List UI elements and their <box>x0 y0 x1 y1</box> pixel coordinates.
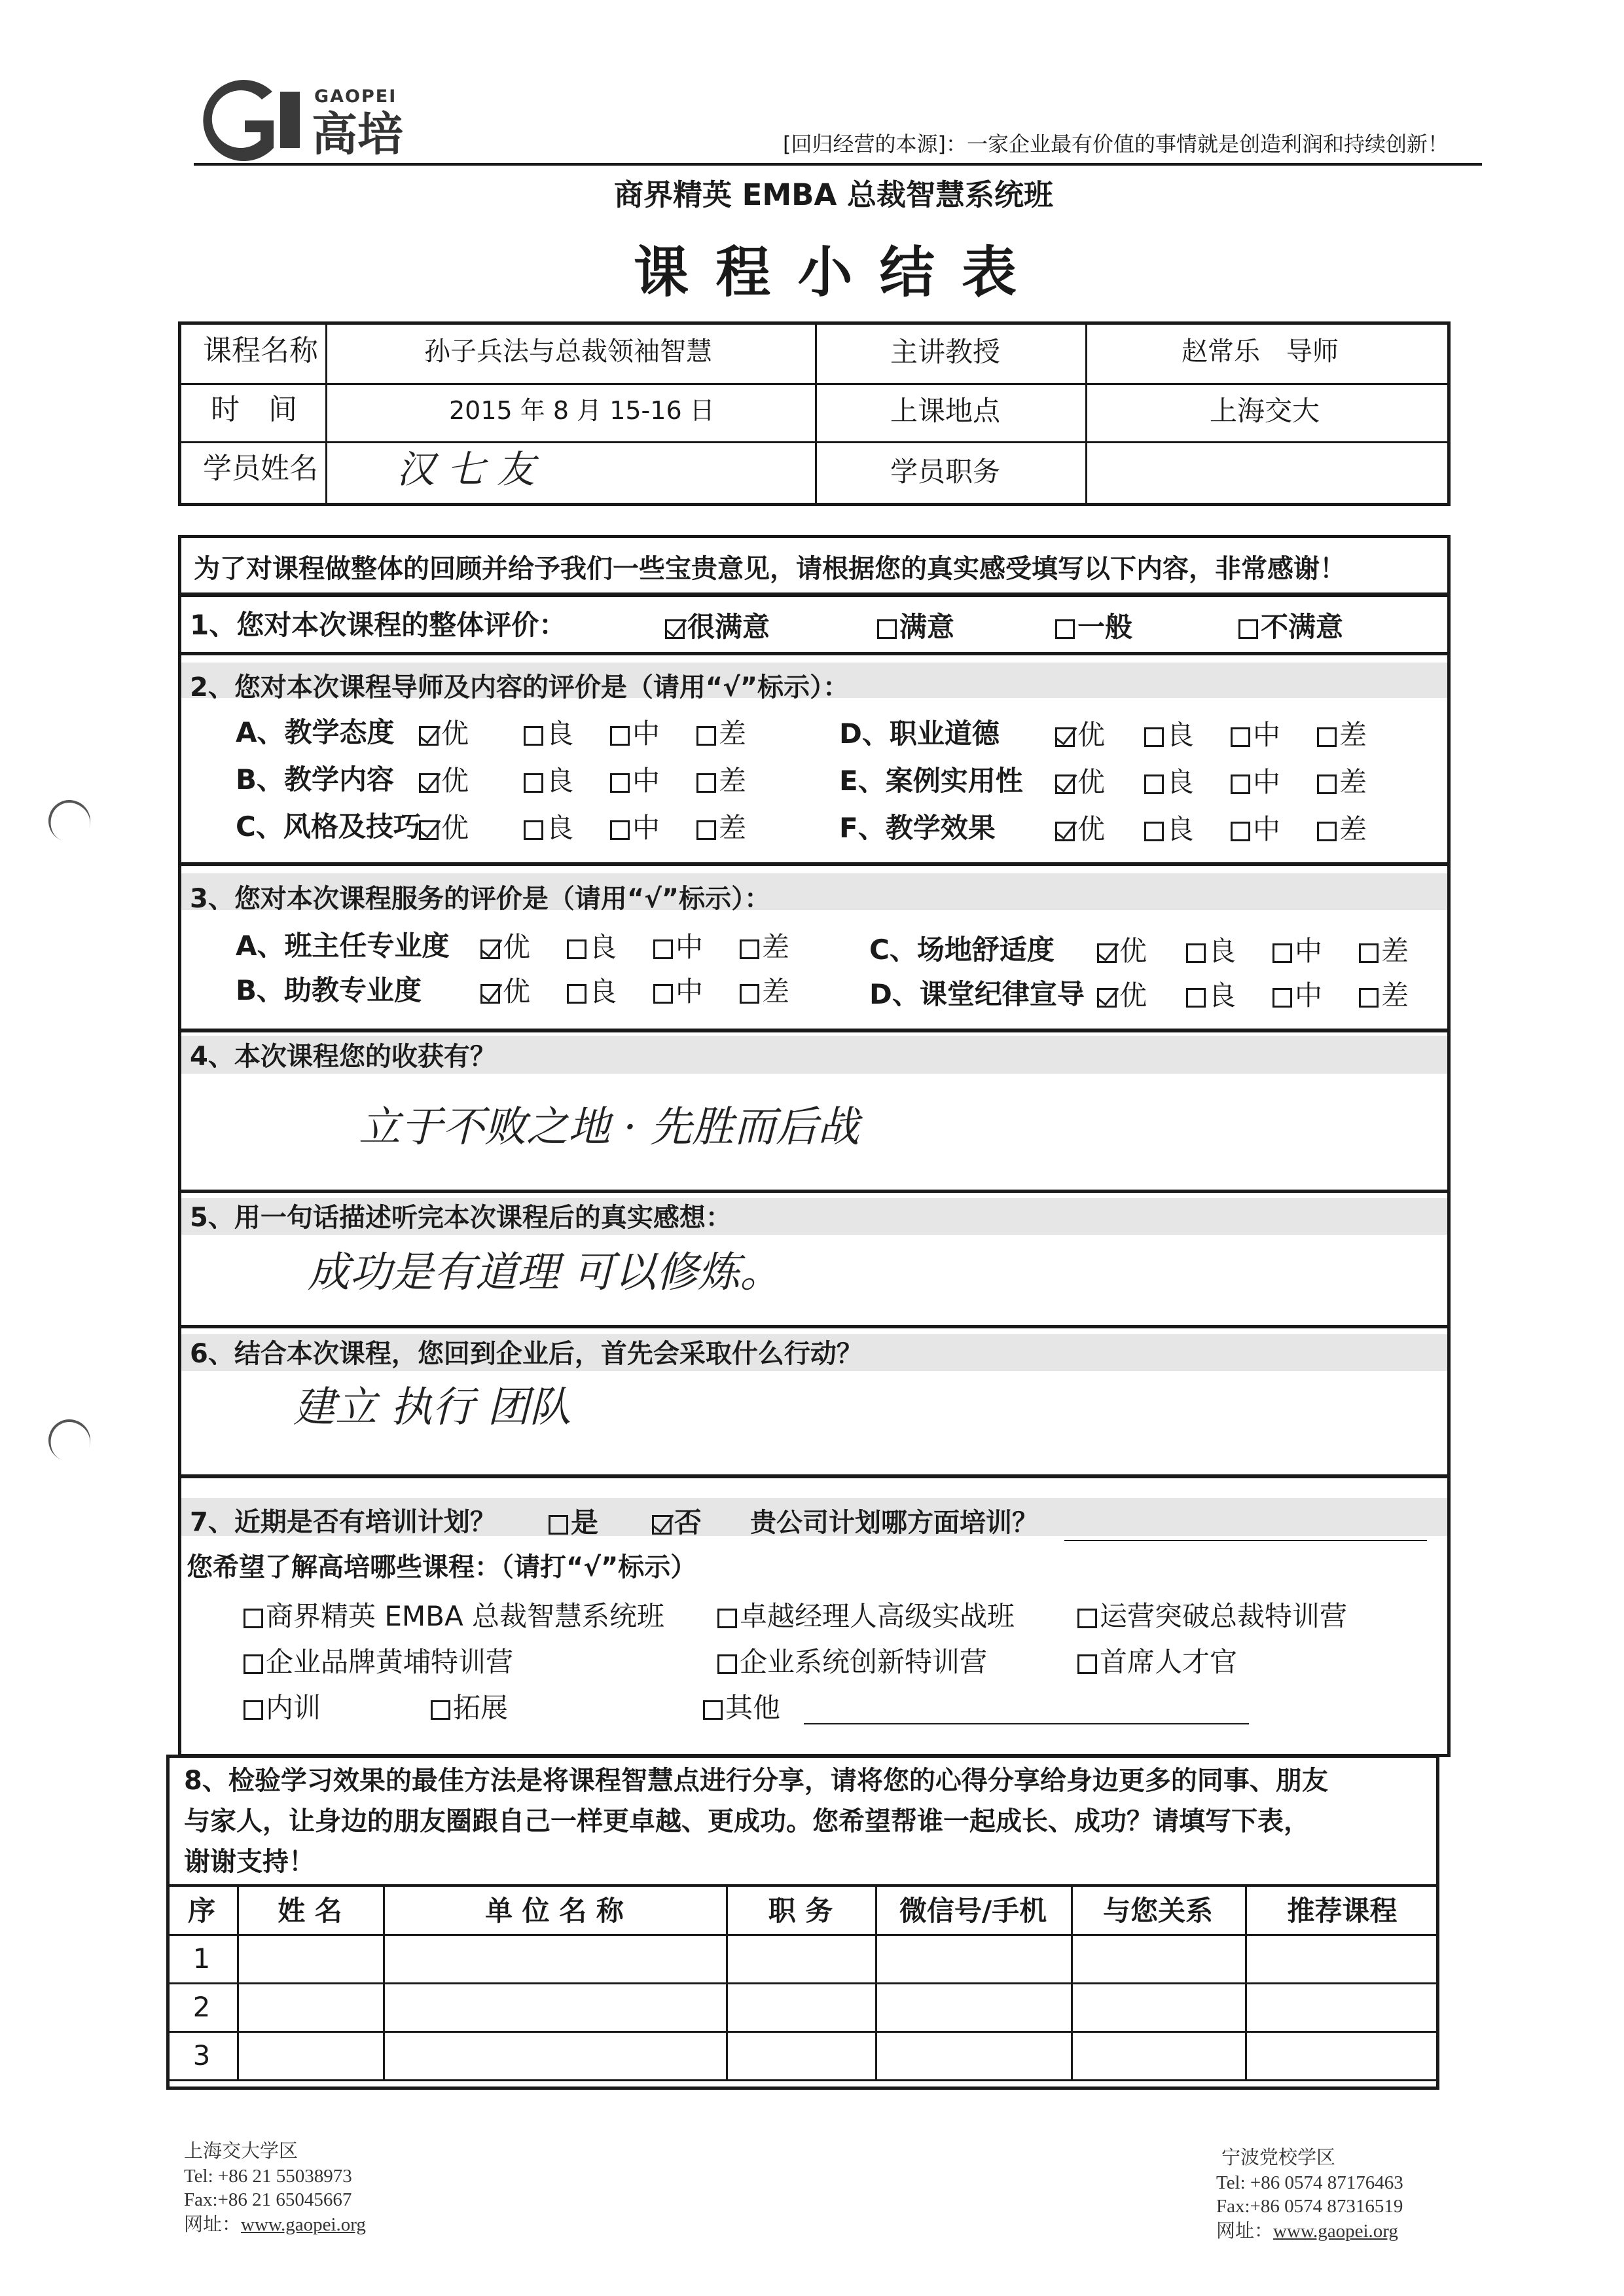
table-input-cell[interactable] <box>875 1934 1071 1982</box>
checkbox[interactable] <box>740 939 759 959</box>
q2-grade-option[interactable]: 优 <box>1055 721 1105 749</box>
q3-row-label: D、课堂纪律宣导 <box>869 978 1085 1010</box>
course-option-inhouse[interactable]: 内训 <box>244 1694 321 1722</box>
checkbox[interactable] <box>696 820 716 840</box>
q7-plan-label: 贵公司计划哪方面培训？ <box>750 1508 1038 1538</box>
table-input-cell[interactable] <box>1245 1934 1439 1982</box>
q3-grade-option[interactable]: 中 <box>653 934 703 961</box>
table-input-cell[interactable] <box>383 1982 726 2031</box>
q1-option-very-satisfied[interactable]: 很满意 <box>665 613 770 641</box>
footer-right-campus: 宁波党校学区 <box>1221 2147 1336 2168</box>
checkbox-checked[interactable] <box>419 726 439 746</box>
page-title: 课 程 小 结 表 <box>634 240 1020 304</box>
q2-grade-option[interactable]: 良 <box>524 720 573 748</box>
q2-grade-option[interactable]: 差 <box>696 720 746 748</box>
table-header-cell: 职 务 <box>768 1895 833 1927</box>
q2-grade-option[interactable]: 中 <box>1231 816 1280 843</box>
table-row-number: 1 <box>192 1942 211 1975</box>
table-input-cell[interactable] <box>875 1982 1071 2031</box>
course-option-operations[interactable]: 运营突破总裁特训营 <box>1077 1603 1347 1630</box>
q3-row-label: C、场地舒适度 <box>869 934 1055 966</box>
q6-answer-handwritten: 建立 执行 团队 <box>293 1383 571 1432</box>
q2-grade-option[interactable]: 中 <box>610 767 660 795</box>
program-name: 商界精英 EMBA 总裁智慧系统班 <box>614 177 1053 212</box>
course-option-outward[interactable]: 拓展 <box>431 1694 508 1722</box>
q2-row-label: B、教学内容 <box>236 763 395 795</box>
table-header-cell: 序 <box>187 1895 215 1927</box>
professor-label: 主讲教授 <box>890 336 1001 368</box>
course-option-emba[interactable]: 商界精英 EMBA 总裁智慧系统班 <box>244 1603 664 1630</box>
footer-left-campus: 上海交大学区 <box>184 2141 298 2162</box>
course-option-innovation[interactable]: 企业系统创新特训营 <box>717 1649 987 1676</box>
q2-grade-option[interactable]: 良 <box>1144 721 1194 749</box>
logo-english: GAOPEI <box>314 86 397 107</box>
q3-grade-option[interactable]: 良 <box>567 934 617 961</box>
q8-text-2: 与家人，让身边的朋友圈跟自己一样更卓越、更成功。您希望帮谁一起成长、成功？请填写下表， <box>184 1806 1310 1836</box>
q3-grade-option[interactable]: 良 <box>1186 982 1236 1010</box>
checkbox[interactable] <box>1144 822 1164 841</box>
student-position-label: 学员职务 <box>890 456 1001 488</box>
q3-grade-option[interactable]: 差 <box>1359 982 1409 1010</box>
checkbox[interactable] <box>653 939 673 959</box>
intro-text: 为了对课程做整体的回顾并给予我们一些宝贵意见，请根据您的真实感受填写以下内容，非常感谢！ <box>194 554 1346 584</box>
checkbox[interactable] <box>567 939 586 959</box>
footer-left-fax: Fax:+86 21 65045667 <box>184 2189 352 2210</box>
time-label: 时 间 <box>211 393 297 426</box>
q3-grade-option[interactable]: 优 <box>1097 982 1147 1010</box>
q1-option-unsatisfied[interactable]: 不满意 <box>1238 613 1343 641</box>
checkbox-checked[interactable] <box>419 773 439 793</box>
gaopei-logo <box>190 77 419 164</box>
q7-option-yes[interactable]: 是 <box>549 1509 598 1537</box>
q6-label: 6、结合本次课程，您回到企业后，首先会采取什么行动？ <box>190 1339 863 1369</box>
checkbox[interactable] <box>1186 988 1206 1008</box>
checkbox[interactable] <box>1272 943 1292 963</box>
q2-grade-option[interactable]: 优 <box>1055 816 1105 843</box>
table-input-cell[interactable] <box>1071 2031 1245 2079</box>
q4-label: 4、本次课程您的收获有？ <box>190 1042 496 1072</box>
student-name-handwritten: 汉 七 友 <box>397 447 535 492</box>
q2-grade-option[interactable]: 良 <box>1144 769 1194 796</box>
q3-grade-option[interactable]: 优 <box>480 978 530 1006</box>
checkbox[interactable] <box>524 726 543 746</box>
q4-answer-handwritten: 立于不败之地 · 先胜而后战 <box>359 1103 860 1152</box>
q3-label: 3、您对本次课程服务的评价是（请用“√”标示）： <box>190 884 771 914</box>
table-header-cell: 与您关系 <box>1102 1895 1213 1927</box>
q2-grade-option[interactable]: 良 <box>1144 816 1194 843</box>
course-option-manager[interactable]: 卓越经理人高级实战班 <box>717 1603 1015 1630</box>
q2-grade-option[interactable]: 中 <box>610 720 660 748</box>
q3-row-label: A、班主任专业度 <box>236 930 450 962</box>
checkbox[interactable] <box>1231 727 1250 747</box>
footer-left-tel: Tel: +86 21 55038973 <box>184 2166 352 2187</box>
logo-chinese: 高培 <box>312 107 403 161</box>
table-row-number: 2 <box>192 1990 211 2023</box>
q2-row-label: E、案例实用性 <box>839 765 1023 797</box>
checkbox-checked[interactable] <box>1055 727 1075 747</box>
footer-left-web-link[interactable]: www.gaopei.org <box>241 2214 366 2235</box>
q2-grade-option[interactable]: 良 <box>524 767 573 795</box>
logo-mark-icon <box>190 77 308 164</box>
q2-row-label: C、风格及技巧 <box>236 811 421 843</box>
footer-right-web-link[interactable]: www.gaopei.org <box>1273 2221 1398 2242</box>
checkbox-checked[interactable] <box>1097 988 1117 1008</box>
table-input-cell[interactable] <box>1245 1982 1439 2031</box>
checkbox[interactable] <box>740 984 759 1004</box>
q5-label: 5、用一句话描述听完本次课程后的真实感想： <box>190 1203 732 1233</box>
q7-wish-label: 您希望了解高培哪些课程：（请打“√”标示） <box>187 1552 697 1582</box>
footer-left-web: 网址：www.gaopei.org <box>184 2214 366 2235</box>
checkbox-checked[interactable] <box>1055 774 1075 794</box>
q2-grade-option[interactable]: 优 <box>1055 769 1105 796</box>
q2-grade-option[interactable]: 差 <box>1317 769 1367 796</box>
table-input-cell[interactable] <box>383 1934 726 1982</box>
q1-label: 1、您对本次课程的整体评价： <box>190 609 567 641</box>
table-input-cell[interactable] <box>1071 1934 1245 1982</box>
q2-grade-option[interactable]: 差 <box>696 767 746 795</box>
other-blank[interactable] <box>804 1723 1249 1724</box>
checkbox[interactable] <box>610 726 630 746</box>
checkbox[interactable] <box>524 820 543 840</box>
student-name-label: 学员姓名 <box>203 452 318 485</box>
footer-right-fax: Fax:+86 0574 87316519 <box>1216 2196 1403 2217</box>
q3-grade-option[interactable]: 优 <box>1097 938 1147 965</box>
q2-row-label: D、职业道德 <box>839 718 1000 750</box>
time-value: 2015 年 8 月 15-16 日 <box>449 396 715 425</box>
q7-checkbox-checked[interactable] <box>652 1515 672 1535</box>
course-option-brand[interactable]: 企业品牌黄埔特训营 <box>244 1649 513 1676</box>
table-input-cell[interactable] <box>237 1934 383 1982</box>
course-name-value: 孙子兵法与总裁领袖智慧 <box>424 337 712 367</box>
q3-grade-option[interactable]: 中 <box>1272 982 1322 1010</box>
checkbox[interactable] <box>1359 943 1379 963</box>
table-input-cell[interactable] <box>726 1934 875 1982</box>
checkbox-checked[interactable] <box>419 820 439 840</box>
q2-grade-option[interactable]: 优 <box>419 814 469 842</box>
q3-grade-option[interactable]: 中 <box>1272 938 1322 965</box>
checkbox[interactable] <box>1359 988 1379 1008</box>
checkbox[interactable] <box>1317 774 1337 794</box>
checkbox[interactable] <box>610 820 630 840</box>
q2-grade-option[interactable]: 差 <box>696 814 746 842</box>
table-input-cell[interactable] <box>726 1982 875 2031</box>
checkbox-checked[interactable] <box>1055 822 1075 841</box>
q3-row-label: B、助教专业度 <box>236 974 422 1006</box>
checkbox[interactable] <box>1231 774 1250 794</box>
q2-row-label: F、教学效果 <box>839 812 996 844</box>
q1-option-satisfied[interactable]: 满意 <box>877 613 954 641</box>
q3-grade-option[interactable]: 差 <box>1359 938 1409 965</box>
table-input-cell[interactable] <box>875 2031 1071 2079</box>
q2-grade-option[interactable]: 中 <box>610 814 660 842</box>
course-option-other[interactable]: 其他 <box>703 1694 780 1722</box>
footer-right-web: 网址：www.gaopei.org <box>1216 2221 1398 2242</box>
punch-hole-mark <box>43 1413 96 1467</box>
table-row-number: 3 <box>192 2039 211 2071</box>
q1-checkbox-checked[interactable] <box>665 619 685 639</box>
checkbox[interactable] <box>1272 988 1292 1008</box>
q3-grade-option[interactable]: 差 <box>740 934 789 961</box>
slogan: [回归经营的本源]：一家企业最有价值的事情就是创造利润和持续创新！ <box>783 132 1449 156</box>
checkbox[interactable] <box>524 773 543 793</box>
professor-value: 赵常乐 导师 <box>1182 337 1339 367</box>
q7-plan-blank[interactable] <box>1064 1540 1427 1541</box>
checkbox[interactable] <box>567 984 586 1004</box>
location-value: 上海交大 <box>1210 395 1320 427</box>
table-header-cell: 单 位 名 称 <box>485 1895 624 1927</box>
checkbox-checked[interactable] <box>480 984 500 1004</box>
checkbox[interactable] <box>1144 727 1164 747</box>
table-input-cell[interactable] <box>1245 2031 1439 2079</box>
table-header-cell: 微信号/手机 <box>899 1895 1047 1927</box>
q3-grade-option[interactable]: 差 <box>740 978 789 1006</box>
q2-grade-option[interactable]: 差 <box>1317 721 1367 749</box>
checkbox[interactable] <box>696 773 716 793</box>
checkbox[interactable] <box>696 726 716 746</box>
table-header-cell: 推荐课程 <box>1287 1895 1398 1927</box>
q3-grade-option[interactable]: 中 <box>653 978 703 1006</box>
q2-grade-option[interactable]: 良 <box>524 814 573 842</box>
checkbox[interactable] <box>653 984 673 1004</box>
q1-option-average[interactable]: 一般 <box>1055 613 1132 641</box>
checkbox[interactable] <box>1186 943 1206 963</box>
q2-grade-option[interactable]: 优 <box>419 720 469 748</box>
course-name-label: 课程名称 <box>203 334 318 367</box>
checkbox-checked[interactable] <box>1097 943 1117 963</box>
q5-answer-handwritten: 成功是有道理 可以修炼。 <box>308 1248 782 1297</box>
q2-grade-option[interactable]: 中 <box>1231 721 1280 749</box>
footer-right-tel: Tel: +86 0574 87176463 <box>1216 2172 1403 2193</box>
q2-grade-option[interactable]: 差 <box>1317 816 1367 843</box>
q3-grade-option[interactable]: 优 <box>480 934 530 961</box>
checkbox[interactable] <box>1231 822 1250 841</box>
q8-text-1: 8、检验学习效果的最佳方法是将课程智慧点进行分享，请将您的心得分享给身边更多的同事、朋友 <box>184 1766 1328 1796</box>
q7-label: 7、近期是否有培训计划？ <box>190 1507 496 1537</box>
q3-grade-option[interactable]: 良 <box>1186 938 1236 965</box>
table-header-cell: 姓 名 <box>278 1895 342 1927</box>
checkbox[interactable] <box>1317 727 1337 747</box>
header-rule <box>194 163 1482 166</box>
q2-label: 2、您对本次课程导师及内容的评价是（请用“√”标示）： <box>190 672 850 702</box>
punch-hole-mark <box>43 794 96 848</box>
checkbox[interactable] <box>1144 774 1164 794</box>
table-input-cell[interactable] <box>726 2031 875 2079</box>
checkbox[interactable] <box>1317 822 1337 841</box>
location-label: 上课地点 <box>890 395 1001 427</box>
table-input-cell[interactable] <box>1071 1982 1245 2031</box>
q7-option-no[interactable]: 否 <box>652 1509 702 1537</box>
q2-row-label: A、教学态度 <box>236 716 395 748</box>
q2-grade-option[interactable]: 中 <box>1231 769 1280 796</box>
table-input-cell[interactable] <box>237 1982 383 2031</box>
table-input-cell[interactable] <box>383 2031 726 2079</box>
checkbox-checked[interactable] <box>480 939 500 959</box>
table-input-cell[interactable] <box>237 2031 383 2079</box>
q8-text-3: 谢谢支持！ <box>184 1847 315 1877</box>
q2-grade-option[interactable]: 优 <box>419 767 469 795</box>
course-option-cto[interactable]: 首席人才官 <box>1077 1649 1237 1676</box>
checkbox[interactable] <box>610 773 630 793</box>
q3-grade-option[interactable]: 良 <box>567 978 617 1006</box>
